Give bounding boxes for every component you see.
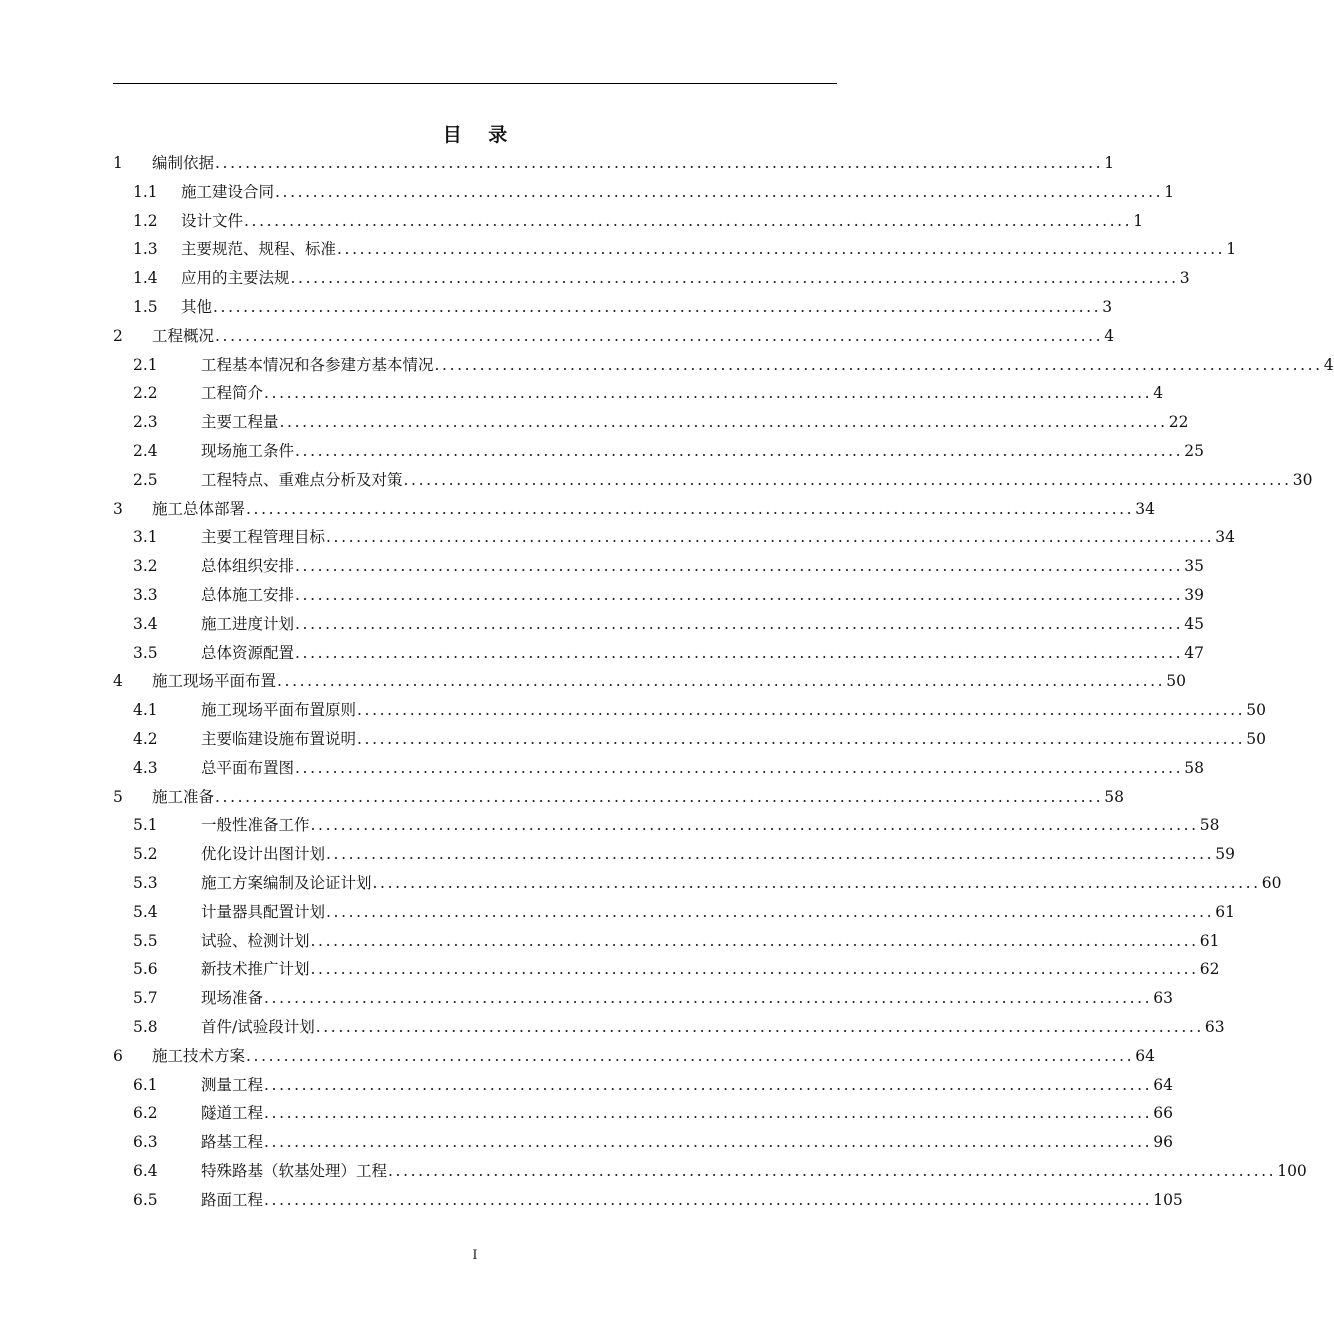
toc-entry[interactable] [113,984,1173,1013]
toc-entry-number: 2.1 [133,355,158,374]
toc-entry-page: 62 [1199,960,1220,979]
toc-entry-number: 2.5 [133,470,158,489]
dot-leader: ...................................................................................................................... [388,1161,1277,1180]
toc-entry[interactable] [113,1157,1307,1186]
toc-entry-title: 新技术推广计划 [201,960,310,979]
toc-entry[interactable] [113,1042,1155,1071]
dot-leader: ...................................................................................................................... [434,355,1323,374]
toc-entry[interactable] [113,351,1334,380]
toc-entry-title: 施工建设合同 [181,182,275,201]
toc-entry-page: 25 [1184,441,1204,460]
page-title: 目 录 [442,124,518,146]
toc-entry-title: 主要规范、规程、标准 [181,240,337,259]
toc-entry-page: 47 [1184,643,1204,662]
toc-entry-title: 施工现场平面布置 [152,672,277,691]
toc-entry-page: 50 [1246,729,1266,748]
dot-leader: ...................................................................................................................... [403,470,1292,489]
toc-entry[interactable] [113,495,1155,524]
toc-entry-title: 计量器具配置计划 [201,902,326,921]
toc-entry[interactable] [113,1186,1183,1215]
dot-leader: ...................................................................................................................... [357,729,1246,748]
toc-entry-number: 5.3 [133,873,158,892]
dot-leader: ...................................................................................................................... [279,413,1168,432]
toc-entry-number: 1.4 [133,269,158,288]
dot-leader: ...................................................................................................................... [295,585,1184,604]
toc-entry-page: 64 [1153,1075,1173,1094]
toc-entry[interactable] [113,667,1186,696]
dot-leader: ...................................................................................................................... [215,787,1104,806]
toc-entry-page: 22 [1168,413,1189,432]
dot-leader: ...................................................................................................................... [264,1133,1153,1152]
dot-leader: ...................................................................................................................... [264,1075,1153,1094]
toc-entry-page: 34 [1215,528,1235,547]
toc-entry-page: 63 [1204,1017,1225,1036]
toc-entry-number: 3.5 [133,643,158,662]
toc-entry-number: 3.1 [133,528,158,547]
page-number: I [472,1248,478,1263]
toc-entry[interactable] [113,581,1204,610]
toc-entry-number: 5.7 [133,989,158,1008]
toc-entry-page: 61 [1215,902,1235,921]
toc-entry-page: 4 [1323,355,1334,374]
toc-entry-title: 优化设计出图计划 [201,845,326,864]
toc-entry[interactable] [113,783,1124,812]
dot-leader: ...................................................................................................................... [264,989,1153,1008]
dot-leader: ...................................................................................................................... [295,557,1184,576]
toc-entry[interactable] [113,322,1115,351]
toc-entry[interactable] [113,610,1204,639]
toc-entry[interactable] [113,149,1115,178]
dot-leader: ...................................................................................................................... [264,1190,1153,1209]
dot-leader: ...................................................................................................................... [215,326,1104,345]
toc-entry-page: 3 [1179,269,1190,288]
toc-entry[interactable] [113,1099,1173,1128]
toc-entry-number: 6.1 [133,1075,158,1094]
toc-entry[interactable] [113,207,1144,236]
toc-entry-title: 编制依据 [152,154,215,172]
toc-entry-title: 施工现场平面布置原则 [201,701,357,720]
toc-entry-title: 施工技术方案 [152,1046,246,1065]
toc-entry[interactable] [113,379,1164,408]
toc-entry-number: 3.3 [133,585,158,604]
toc-entry-page: 58 [1199,816,1220,835]
toc-entry-title: 总体施工安排 [201,585,295,604]
toc-entry-title: 测量工程 [201,1075,264,1094]
toc-entry-title: 现场施工条件 [201,441,295,460]
toc-entry-page: 100 [1277,1161,1307,1180]
toc-entry[interactable] [113,869,1282,898]
toc-entry-number: 5.6 [133,960,158,979]
dot-leader: ...................................................................................................................... [315,1017,1204,1036]
dot-leader: ...................................................................................................................... [295,614,1184,633]
toc-entry[interactable] [113,1013,1225,1042]
toc-entry-number: 3.2 [133,557,158,576]
toc-entry-page: 59 [1215,845,1235,864]
toc-entry-title: 总体组织安排 [201,557,295,576]
dot-leader: ...................................................................................................................... [264,384,1153,403]
toc-entry-number: 1.3 [133,240,158,259]
toc-entry-page: 64 [1135,1046,1155,1065]
toc-entry-title: 工程简介 [201,384,264,403]
toc-entry-title: 工程概况 [152,326,215,345]
toc-entry-number: 5 [113,787,123,806]
dot-leader: ...................................................................................................................... [295,758,1184,777]
toc-entry-title: 施工准备 [152,787,215,806]
toc-entry-title: 施工进度计划 [201,614,295,633]
toc-entry-number: 5.2 [133,845,158,864]
dot-leader: ...................................................................................................................... [326,845,1215,864]
toc-entry-title: 其他 [181,297,213,316]
dot-leader: ...................................................................................................................... [310,960,1199,979]
toc-entry-number: 6 [113,1046,123,1065]
toc-entry-number: 2.2 [133,384,158,403]
dot-leader: ...................................................................................................................... [326,902,1215,921]
toc-entry-number: 6.3 [133,1133,158,1152]
toc-entry[interactable] [113,898,1235,927]
dot-leader: ...................................................................................................................... [213,297,1102,316]
toc-entry-number: 3 [113,499,123,518]
toc-entry-page: 105 [1153,1190,1183,1209]
toc-entry-page: 66 [1153,1104,1173,1123]
toc-entry-page: 50 [1246,701,1266,720]
dot-leader: ...................................................................................................................... [264,1104,1153,1123]
toc-entry[interactable] [113,466,1313,495]
toc-entry[interactable] [113,754,1204,783]
toc-entry-number: 6.2 [133,1104,158,1123]
toc-entry[interactable] [113,1128,1173,1157]
header-rule [113,83,837,84]
toc-entry[interactable] [113,235,1237,264]
toc-entry-page: 30 [1292,470,1313,489]
dot-leader: ...................................................................................................................... [246,1046,1135,1065]
toc-entry-title: 主要工程管理目标 [201,528,326,547]
dot-leader: ...................................................................................................................... [372,873,1261,892]
toc-entry-title: 总平面布置图 [201,758,295,777]
toc-entry-page: 60 [1261,873,1282,892]
dot-leader: ...................................................................................................................... [277,672,1166,691]
toc-entry-number: 5.8 [133,1017,158,1036]
toc-entry-number: 1.2 [133,211,158,230]
toc-entry[interactable] [113,523,1235,552]
toc-entry-title: 总体资源配置 [201,643,295,662]
toc-entry-page: 96 [1153,1133,1173,1152]
toc-entry-page: 50 [1166,672,1186,691]
toc-entry[interactable] [113,725,1266,754]
toc-entry-number: 5.1 [133,816,158,835]
toc-entry-title: 路面工程 [201,1190,264,1209]
toc-entry-number: 4.3 [133,758,158,777]
toc-entry-number: 2.4 [133,441,158,460]
toc-entry-number: 6.5 [133,1190,158,1209]
dot-leader: ...................................................................................................................... [326,528,1215,547]
toc-entry[interactable] [113,293,1113,322]
toc-entry-number: 6.4 [133,1161,158,1180]
dot-leader: ...................................................................................................................... [244,211,1133,230]
toc-entry[interactable] [113,840,1235,869]
toc-entry-number: 3.4 [133,614,158,633]
toc-entry-title: 施工总体部署 [152,499,246,518]
toc-entry-number: 1.1 [133,182,158,201]
toc-entry-title: 特殊路基（软基处理）工程 [201,1161,388,1180]
toc-entry-number: 4 [113,672,123,691]
toc-entry-page: 34 [1135,499,1155,518]
toc-entry-number: 5.4 [133,902,158,921]
toc-entry-number: 4.2 [133,729,158,748]
toc-entry-title: 试验、检测计划 [201,931,310,950]
toc-entry[interactable] [113,1071,1173,1100]
dot-leader: ...................................................................................................................... [357,701,1246,720]
toc-entry-title: 隧道工程 [201,1104,264,1123]
dot-leader: ...................................................................................................................... [295,643,1184,662]
dot-leader: ...................................................................................................................... [275,182,1164,201]
dot-leader: ...................................................................................................................... [310,931,1199,950]
toc-entry-page: 4 [1153,384,1164,403]
toc-entry-title: 设计文件 [181,211,244,230]
toc-entry-title: 首件/试验段计划 [201,1017,315,1036]
toc-entry-page: 1 [1133,211,1144,230]
toc-entry-title: 工程特点、重难点分析及对策 [201,470,403,489]
toc-entry-page: 1 [1226,240,1237,259]
toc-entry[interactable] [113,408,1189,437]
dot-leader: ...................................................................................................................... [290,269,1179,288]
toc-entry-number: 4.1 [133,701,158,720]
toc-entry-number: 1.5 [133,297,158,316]
toc-entry-number: 1 [113,154,123,172]
toc-entry-number: 2 [113,326,123,345]
toc-entry-page: 61 [1199,931,1220,950]
toc-entry-title: 路基工程 [201,1133,264,1152]
toc-entry-page: 1 [1104,154,1115,172]
toc-entry[interactable] [113,955,1220,984]
toc-entry-page: 58 [1184,758,1204,777]
toc-entry[interactable] [113,811,1220,840]
toc-entry-title: 应用的主要法规 [181,269,290,288]
toc-entry[interactable] [113,178,1175,207]
toc-entry-title: 主要工程量 [201,413,279,432]
toc-entry[interactable] [113,696,1266,725]
dot-leader: ...................................................................................................................... [215,154,1104,172]
toc-entry-page: 58 [1104,787,1124,806]
dot-leader: ...................................................................................................................... [246,499,1135,518]
toc-entry-page: 1 [1164,182,1175,201]
toc-entry-title: 现场准备 [201,989,264,1008]
toc-entry-title: 施工方案编制及论证计划 [201,873,372,892]
toc-entry-title: 工程基本情况和各参建方基本情况 [201,355,434,374]
toc-entry-title: 主要临建设施布置说明 [201,729,357,748]
toc-entry-number: 5.5 [133,931,158,950]
dot-leader: ...................................................................................................................... [295,441,1184,460]
toc-entry-page: 45 [1184,614,1204,633]
toc-entry-page: 4 [1104,326,1115,345]
toc-entry-number: 2.3 [133,413,158,432]
toc-entry[interactable] [113,264,1190,293]
dot-leader: ...................................................................................................................... [310,816,1199,835]
toc-entry-title: 一般性准备工作 [201,816,310,835]
toc-entry[interactable] [113,552,1204,581]
table-of-contents [113,149,1334,1214]
toc-entry-page: 3 [1102,297,1113,316]
toc-entry[interactable] [113,639,1204,668]
toc-entry[interactable] [113,927,1220,956]
dot-leader: ...................................................................................................................... [337,240,1226,259]
toc-entry-page: 35 [1184,557,1204,576]
toc-entry-page: 39 [1184,585,1204,604]
toc-entry-page: 63 [1153,989,1173,1008]
toc-entry[interactable] [113,437,1204,466]
